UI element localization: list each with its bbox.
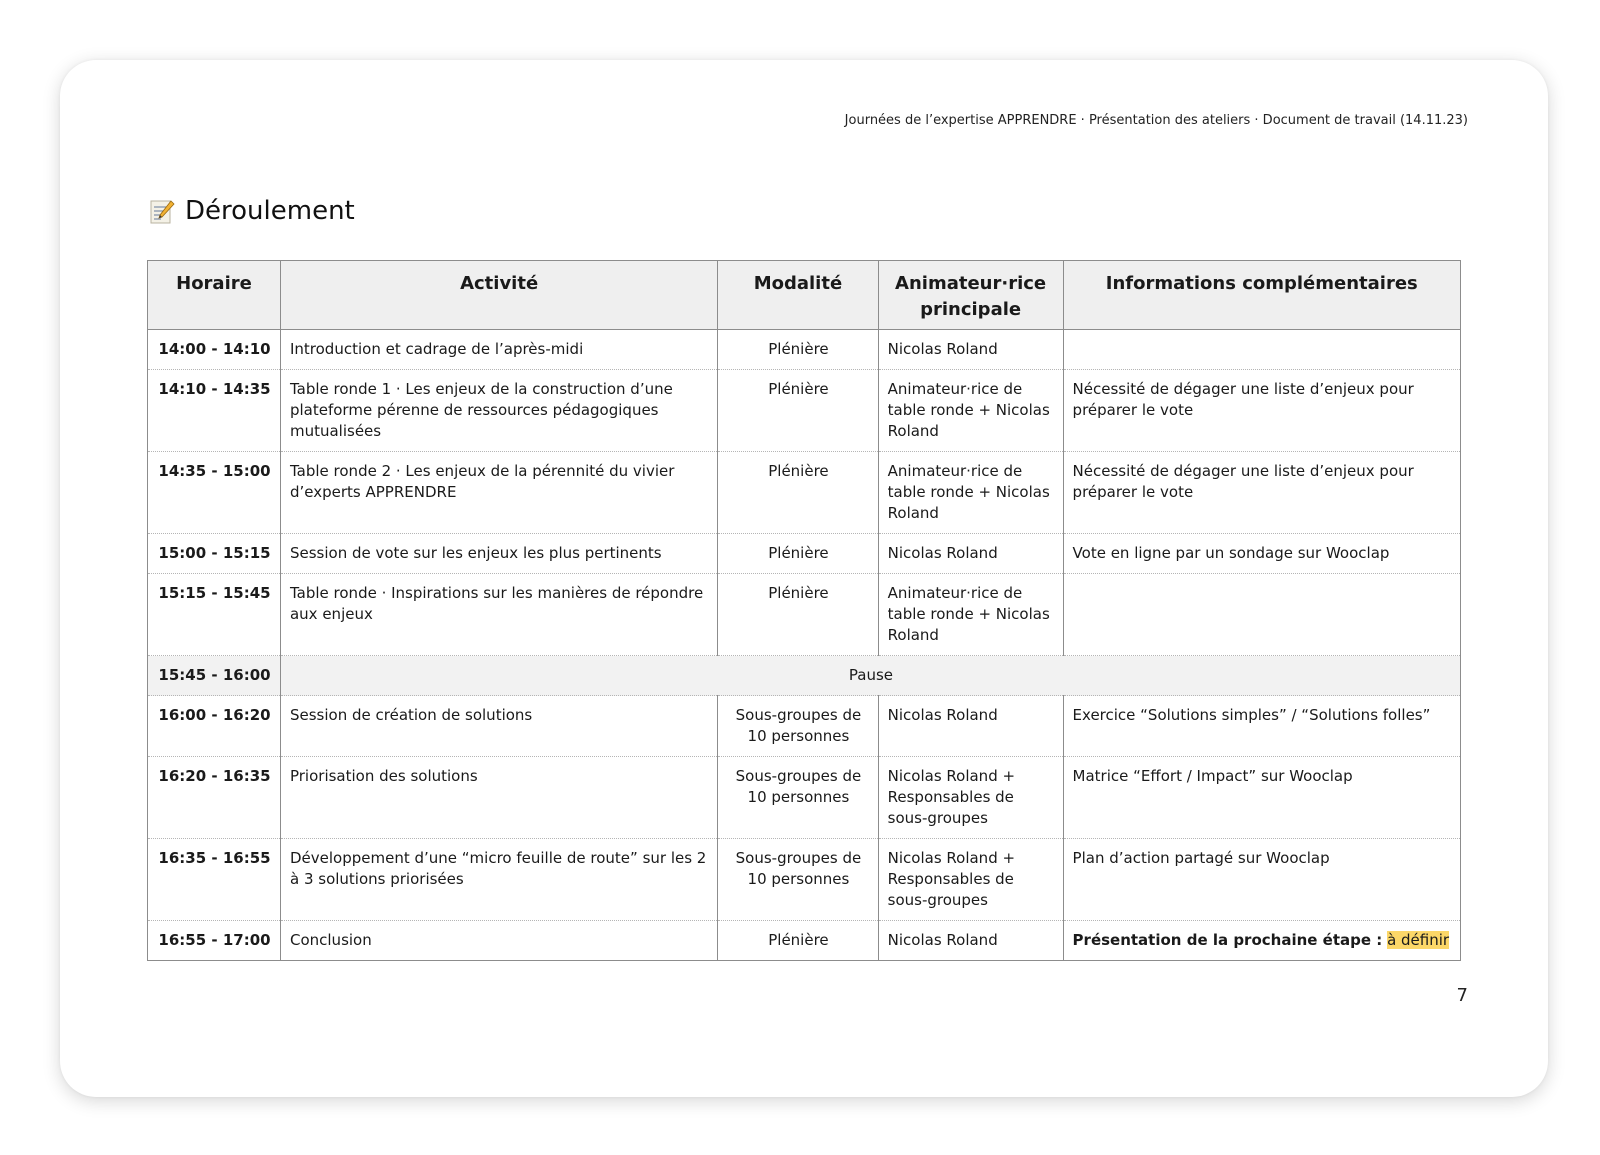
time-cell: 14:35 - 15:00 [148, 452, 281, 534]
host-cell: Nicolas Roland [878, 534, 1063, 574]
column-header-activite: Activité [280, 261, 717, 330]
modality-cell: Plénière [718, 574, 878, 656]
to-define-highlight: à définir [1387, 931, 1450, 949]
table-row [148, 452, 1461, 534]
column-header-horaire: Horaire [148, 261, 281, 330]
table-row [148, 370, 1461, 452]
table-row [148, 534, 1461, 574]
modality-cell: Sous-groupes de 10 personnes [718, 757, 878, 839]
time-cell: 16:00 - 16:20 [148, 696, 281, 757]
pause-cell: Pause [280, 656, 1460, 696]
table-row [148, 921, 1461, 961]
host-cell: Nicolas Roland [878, 330, 1063, 370]
section-heading [149, 196, 355, 226]
activity-cell: Développement d’une “micro feuille de route” sur les 2 à 3 solutions priorisées [280, 839, 717, 921]
activity-cell: Session de création de solutions [280, 696, 717, 757]
time-cell: 15:15 - 15:45 [148, 574, 281, 656]
table-row [148, 839, 1461, 921]
info-cell: Nécessité de dégager une liste d’enjeux pour préparer le vote [1063, 452, 1460, 534]
section-title: Déroulement [185, 196, 355, 226]
info-cell [1063, 574, 1460, 656]
info-cell [1063, 330, 1460, 370]
activity-cell: Introduction et cadrage de l’après-midi [280, 330, 717, 370]
time-cell: 14:00 - 14:10 [148, 330, 281, 370]
modality-cell: Plénière [718, 452, 878, 534]
pause-row [148, 656, 1461, 696]
time-cell: 16:20 - 16:35 [148, 757, 281, 839]
next-step-label: Présentation de la prochaine étape : [1072, 931, 1383, 949]
table-row [148, 330, 1461, 370]
host-cell: Nicolas Roland + Responsables de sous-groupes [878, 757, 1063, 839]
time-cell: 16:35 - 16:55 [148, 839, 281, 921]
info-cell: Exercice “Solutions simples” / “Solutions folles” [1063, 696, 1460, 757]
modality-cell: Plénière [718, 370, 878, 452]
activity-cell: Table ronde 1 · Les enjeux de la construction d’une plateforme pérenne de ressources pédagogiques mutualisées [280, 370, 717, 452]
modality-cell: Plénière [718, 534, 878, 574]
activity-cell: Priorisation des solutions [280, 757, 717, 839]
modality-cell: Sous-groupes de 10 personnes [718, 839, 878, 921]
activity-cell: Table ronde 2 · Les enjeux de la pérennité du vivier d’experts APPRENDRE [280, 452, 717, 534]
host-cell: Animateur·rice de table ronde + Nicolas Roland [878, 370, 1063, 452]
info-cell: Nécessité de dégager une liste d’enjeux pour préparer le vote [1063, 370, 1460, 452]
host-cell: Animateur·rice de table ronde + Nicolas Roland [878, 574, 1063, 656]
info-cell: Plan d’action partagé sur Wooclap [1063, 839, 1460, 921]
memo-icon [149, 197, 175, 225]
time-cell: 14:10 - 14:35 [148, 370, 281, 452]
time-cell: 16:55 - 17:00 [148, 921, 281, 961]
column-header-informations: Informations complémentaires [1063, 261, 1460, 330]
host-cell: Nicolas Roland + Responsables de sous-groupes [878, 839, 1063, 921]
document-page [60, 60, 1548, 1097]
table-header-row [148, 261, 1461, 330]
host-cell: Animateur·rice de table ronde + Nicolas Roland [878, 452, 1063, 534]
modality-cell: Plénière [718, 330, 878, 370]
time-cell: 15:00 - 15:15 [148, 534, 281, 574]
table-row [148, 696, 1461, 757]
page-number: 7 [1456, 985, 1468, 1006]
time-cell: 15:45 - 16:00 [148, 656, 281, 696]
host-cell: Nicolas Roland [878, 696, 1063, 757]
modality-cell: Sous-groupes de 10 personnes [718, 696, 878, 757]
running-header: Journées de l’expertise APPRENDRE · Présentation des ateliers · Document de travail (14.11.23) [844, 113, 1468, 128]
table-row [148, 757, 1461, 839]
table-row [148, 574, 1461, 656]
column-header-animateur: Animateur·rice principale [878, 261, 1063, 330]
modality-cell: Plénière [718, 921, 878, 961]
info-cell: Vote en ligne par un sondage sur Wooclap [1063, 534, 1460, 574]
info-cell [1063, 921, 1460, 961]
schedule-table [147, 260, 1461, 961]
activity-cell: Table ronde · Inspirations sur les manières de répondre aux enjeux [280, 574, 717, 656]
host-cell: Nicolas Roland [878, 921, 1063, 961]
info-cell: Matrice “Effort / Impact” sur Wooclap [1063, 757, 1460, 839]
activity-cell: Conclusion [280, 921, 717, 961]
column-header-modalite: Modalité [718, 261, 878, 330]
activity-cell: Session de vote sur les enjeux les plus pertinents [280, 534, 717, 574]
